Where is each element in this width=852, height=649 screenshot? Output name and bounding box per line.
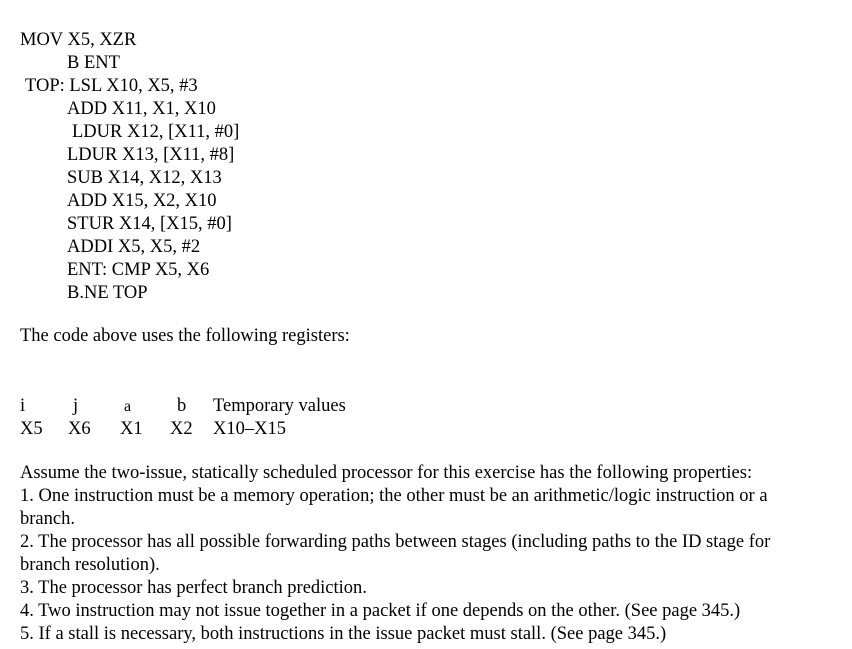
register-header-temporary: Temporary values bbox=[213, 396, 346, 416]
code-line-1: MOV X5, XZR bbox=[20, 30, 137, 50]
assumption-line-6: 4. Two instruction may not issue together in a packet if one depends on the other. (See page 345.) bbox=[20, 601, 741, 621]
register-value-a: X1 bbox=[120, 419, 143, 439]
register-header-i: i bbox=[20, 396, 26, 416]
code-line-11: ENT: CMP X5, X6 bbox=[67, 260, 210, 280]
code-line-5: LDUR X12, [X11, #0] bbox=[72, 122, 240, 142]
code-line-9: STUR X14, [X15, #0] bbox=[67, 214, 232, 234]
code-line-2: B ENT bbox=[67, 53, 120, 73]
assumption-line-2: branch. bbox=[20, 509, 75, 529]
register-header-j: j bbox=[73, 396, 79, 416]
assumptions-lead: Assume the two-issue, statically scheduled processor for this exercise has the following properties: bbox=[20, 463, 753, 483]
code-line-10: ADDI X5, X5, #2 bbox=[67, 237, 201, 257]
register-value-j: X6 bbox=[68, 419, 91, 439]
code-line-7: SUB X14, X12, X13 bbox=[67, 168, 222, 188]
assumption-line-7: 5. If a stall is necessary, both instructions in the issue packet must stall. (See page 345.) bbox=[20, 624, 667, 644]
registers-intro: The code above uses the following registers: bbox=[20, 326, 350, 346]
assumption-line-1: 1. One instruction must be a memory operation; the other must be an arithmetic/logic instruction or a bbox=[20, 486, 768, 506]
assumption-line-3: 2. The processor has all possible forwarding paths between stages (including paths to the ID stage for bbox=[20, 532, 771, 552]
register-value-b: X2 bbox=[170, 419, 193, 439]
assumption-line-5: 3. The processor has perfect branch prediction. bbox=[20, 578, 367, 598]
code-line-8: ADD X15, X2, X10 bbox=[67, 191, 217, 211]
code-line-3: TOP: LSL X10, X5, #3 bbox=[25, 76, 198, 96]
register-value-i: X5 bbox=[20, 419, 43, 439]
register-header-a: a bbox=[124, 398, 132, 415]
assumption-line-4: branch resolution). bbox=[20, 555, 160, 575]
register-value-temporary: X10–X15 bbox=[213, 419, 286, 439]
code-line-12: B.NE TOP bbox=[67, 283, 148, 303]
register-header-b: b bbox=[177, 396, 187, 416]
code-line-4: ADD X11, X1, X10 bbox=[67, 99, 216, 119]
code-line-6: LDUR X13, [X11, #8] bbox=[67, 145, 235, 165]
